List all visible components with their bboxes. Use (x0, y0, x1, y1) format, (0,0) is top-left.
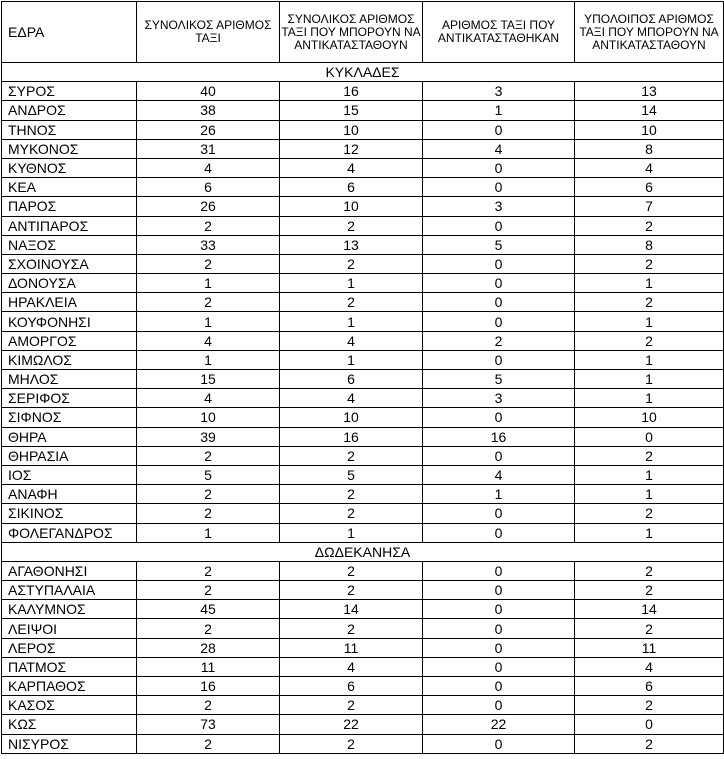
cell-replaced: 1 (423, 101, 575, 120)
cell-replaceable: 4 (280, 389, 423, 408)
cell-remaining: 1 (575, 485, 724, 504)
cell-replaceable: 2 (280, 216, 423, 235)
section-title: ΔΩΔΕΚΑΝΗΣΑ (2, 542, 724, 561)
cell-replaced: 3 (423, 82, 575, 101)
cell-remaining: 2 (575, 734, 724, 753)
cell-seat: ΑΜΟΡΓΟΣ (2, 331, 137, 350)
cell-seat: ΚΑΛΥΜΝΟΣ (2, 600, 137, 619)
cell-seat: ΔΟΝΟΥΣΑ (2, 274, 137, 293)
header-replaceable-taxis: ΣΥΝΟΛΙΚΟΣ ΑΡΙΘΜΟΣ ΤΑΞΙ ΠΟΥ ΜΠΟΡΟΥΝ ΝΑ ΑΝΤΙΚΑΤΑΣΤΑΘΟΥΝ (280, 2, 423, 63)
table-row (2, 657, 724, 676)
cell-replaceable: 10 (280, 408, 423, 427)
cell-replaceable: 1 (280, 523, 423, 542)
cell-seat: ΚΕΑ (2, 178, 137, 197)
cell-seat: ΛΕΡΟΣ (2, 638, 137, 657)
cell-replaced: 0 (423, 504, 575, 523)
cell-replaced: 4 (423, 139, 575, 158)
cell-seat: ΑΓΑΘΟΝΗΣΙ (2, 561, 137, 580)
cell-remaining: 1 (575, 370, 724, 389)
cell-remaining: 1 (575, 523, 724, 542)
table-row (2, 235, 724, 254)
cell-replaceable: 2 (280, 446, 423, 465)
cell-replaced: 1 (423, 485, 575, 504)
cell-seat: ΣΕΡΙΦΟΣ (2, 389, 137, 408)
cell-remaining: 2 (575, 561, 724, 580)
cell-seat: ΑΝΑΦΗ (2, 485, 137, 504)
cell-total: 6 (137, 178, 280, 197)
cell-remaining: 2 (575, 216, 724, 235)
cell-replaceable: 2 (280, 504, 423, 523)
table-row (2, 408, 724, 427)
cell-replaced: 0 (423, 446, 575, 465)
cell-replaceable: 13 (280, 235, 423, 254)
table-row (2, 734, 724, 753)
cell-replaced: 3 (423, 197, 575, 216)
cell-replaced: 16 (423, 427, 575, 446)
cell-seat: ΠΑΤΜΟΣ (2, 657, 137, 676)
table-row (2, 600, 724, 619)
cell-replaced: 0 (423, 293, 575, 312)
cell-total: 28 (137, 638, 280, 657)
cell-replaceable: 6 (280, 677, 423, 696)
cell-replaceable: 22 (280, 715, 423, 734)
cell-total: 2 (137, 254, 280, 273)
cell-replaced: 0 (423, 158, 575, 177)
cell-replaced: 0 (423, 696, 575, 715)
cell-seat: ΚΑΡΠΑΘΟΣ (2, 677, 137, 696)
cell-seat: ΦΟΛΕΓΑΝΔΡΟΣ (2, 523, 137, 542)
cell-total: 1 (137, 523, 280, 542)
cell-total: 5 (137, 465, 280, 484)
cell-replaced: 0 (423, 120, 575, 139)
cell-total: 15 (137, 370, 280, 389)
cell-replaced: 0 (423, 657, 575, 676)
cell-replaceable: 16 (280, 82, 423, 101)
table-row (2, 696, 724, 715)
table-row (2, 638, 724, 657)
cell-seat: ΚΑΣΟΣ (2, 696, 137, 715)
cell-remaining: 2 (575, 696, 724, 715)
cell-total: 2 (137, 504, 280, 523)
cell-seat: ΚΥΘΝΟΣ (2, 158, 137, 177)
cell-seat: ΣΙΦΝΟΣ (2, 408, 137, 427)
cell-replaceable: 12 (280, 139, 423, 158)
cell-total: 4 (137, 389, 280, 408)
cell-remaining: 10 (575, 408, 724, 427)
cell-remaining: 2 (575, 446, 724, 465)
cell-total: 4 (137, 158, 280, 177)
cell-replaced: 22 (423, 715, 575, 734)
cell-replaced: 5 (423, 235, 575, 254)
cell-replaceable: 2 (280, 293, 423, 312)
cell-seat: ΝΑΞΟΣ (2, 235, 137, 254)
cell-remaining: 1 (575, 389, 724, 408)
cell-total: 2 (137, 581, 280, 600)
table-row (2, 216, 724, 235)
table-row (2, 446, 724, 465)
section-row (2, 63, 724, 82)
cell-remaining: 2 (575, 581, 724, 600)
cell-remaining: 6 (575, 677, 724, 696)
cell-remaining: 2 (575, 619, 724, 638)
cell-total: 10 (137, 408, 280, 427)
cell-replaceable: 2 (280, 581, 423, 600)
table-row (2, 561, 724, 580)
table-row (2, 101, 724, 120)
cell-remaining: 1 (575, 465, 724, 484)
cell-seat: ΣΧΟΙΝΟΥΣΑ (2, 254, 137, 273)
table-row (2, 158, 724, 177)
cell-remaining: 8 (575, 139, 724, 158)
cell-remaining: 2 (575, 504, 724, 523)
cell-replaced: 0 (423, 178, 575, 197)
cell-remaining: 2 (575, 293, 724, 312)
cell-replaced: 0 (423, 254, 575, 273)
cell-seat: ΜΥΚΟΝΟΣ (2, 139, 137, 158)
taxi-replacement-table (1, 1, 724, 754)
cell-replaceable: 2 (280, 696, 423, 715)
table-row (2, 677, 724, 696)
cell-seat: ΜΗΛΟΣ (2, 370, 137, 389)
table-row (2, 312, 724, 331)
table-row (2, 465, 724, 484)
cell-replaced: 0 (423, 734, 575, 753)
table-row (2, 427, 724, 446)
cell-remaining: 1 (575, 350, 724, 369)
cell-total: 2 (137, 734, 280, 753)
section-row (2, 542, 724, 561)
cell-replaceable: 4 (280, 657, 423, 676)
cell-remaining: 2 (575, 254, 724, 273)
cell-remaining: 1 (575, 274, 724, 293)
cell-replaced: 0 (423, 274, 575, 293)
cell-replaced: 0 (423, 408, 575, 427)
table-row (2, 523, 724, 542)
cell-seat: ΠΑΡΟΣ (2, 197, 137, 216)
table-row (2, 715, 724, 734)
cell-remaining: 13 (575, 82, 724, 101)
cell-total: 31 (137, 139, 280, 158)
cell-replaceable: 2 (280, 619, 423, 638)
table-row (2, 485, 724, 504)
cell-total: 1 (137, 350, 280, 369)
cell-replaceable: 2 (280, 734, 423, 753)
cell-total: 11 (137, 657, 280, 676)
cell-replaced: 5 (423, 370, 575, 389)
cell-seat: ΗΡΑΚΛΕΙΑ (2, 293, 137, 312)
cell-seat: ΝΙΣΥΡΟΣ (2, 734, 137, 753)
cell-replaced: 0 (423, 638, 575, 657)
cell-total: 2 (137, 293, 280, 312)
cell-seat: ΘΗΡΑ (2, 427, 137, 446)
table-row (2, 370, 724, 389)
cell-replaced: 0 (423, 523, 575, 542)
cell-total: 1 (137, 274, 280, 293)
cell-replaceable: 1 (280, 274, 423, 293)
cell-replaceable: 10 (280, 120, 423, 139)
table-row (2, 120, 724, 139)
table-row (2, 178, 724, 197)
cell-total: 26 (137, 197, 280, 216)
table-row (2, 197, 724, 216)
table-row (2, 274, 724, 293)
cell-replaced: 2 (423, 331, 575, 350)
table-row (2, 139, 724, 158)
cell-total: 38 (137, 101, 280, 120)
cell-remaining: 14 (575, 600, 724, 619)
table-row (2, 82, 724, 101)
cell-replaceable: 4 (280, 331, 423, 350)
cell-total: 26 (137, 120, 280, 139)
table-row (2, 504, 724, 523)
cell-seat: ΣΥΡΟΣ (2, 82, 137, 101)
table-row (2, 350, 724, 369)
cell-replaceable: 11 (280, 638, 423, 657)
cell-total: 2 (137, 619, 280, 638)
table-row (2, 581, 724, 600)
cell-replaced: 0 (423, 677, 575, 696)
cell-remaining: 0 (575, 427, 724, 446)
cell-remaining: 7 (575, 197, 724, 216)
cell-total: 73 (137, 715, 280, 734)
cell-seat: ΛΕΙΨΟΙ (2, 619, 137, 638)
cell-replaceable: 1 (280, 312, 423, 331)
cell-remaining: 11 (575, 638, 724, 657)
table-body (2, 63, 724, 754)
cell-replaceable: 6 (280, 178, 423, 197)
cell-total: 33 (137, 235, 280, 254)
cell-total: 16 (137, 677, 280, 696)
cell-replaceable: 5 (280, 465, 423, 484)
cell-remaining: 0 (575, 715, 724, 734)
cell-replaced: 3 (423, 389, 575, 408)
cell-remaining: 8 (575, 235, 724, 254)
cell-replaceable: 2 (280, 485, 423, 504)
cell-seat: ΤΗΝΟΣ (2, 120, 137, 139)
cell-remaining: 14 (575, 101, 724, 120)
cell-total: 2 (137, 216, 280, 235)
cell-replaced: 0 (423, 312, 575, 331)
cell-seat: ΘΗΡΑΣΙΑ (2, 446, 137, 465)
cell-replaceable: 10 (280, 197, 423, 216)
cell-seat: ΚΩΣ (2, 715, 137, 734)
cell-replaced: 0 (423, 561, 575, 580)
cell-remaining: 10 (575, 120, 724, 139)
header-seat: ΕΔΡΑ (2, 2, 137, 63)
cell-replaceable: 16 (280, 427, 423, 446)
cell-replaced: 0 (423, 600, 575, 619)
table-row (2, 619, 724, 638)
cell-remaining: 4 (575, 158, 724, 177)
cell-total: 1 (137, 312, 280, 331)
cell-total: 2 (137, 696, 280, 715)
table-row (2, 254, 724, 273)
cell-total: 2 (137, 485, 280, 504)
cell-replaceable: 2 (280, 561, 423, 580)
cell-replaced: 4 (423, 465, 575, 484)
table-header (2, 2, 724, 63)
cell-seat: ΚΟΥΦΟΝΗΣΙ (2, 312, 137, 331)
cell-seat: ΑΝΔΡΟΣ (2, 101, 137, 120)
cell-replaced: 0 (423, 216, 575, 235)
cell-total: 45 (137, 600, 280, 619)
cell-replaceable: 6 (280, 370, 423, 389)
cell-remaining: 1 (575, 312, 724, 331)
cell-seat: ΙΟΣ (2, 465, 137, 484)
cell-replaceable: 2 (280, 254, 423, 273)
cell-remaining: 2 (575, 331, 724, 350)
cell-total: 4 (137, 331, 280, 350)
cell-replaceable: 14 (280, 600, 423, 619)
cell-replaced: 0 (423, 581, 575, 600)
cell-seat: ΑΣΤΥΠΑΛΑΙΑ (2, 581, 137, 600)
cell-seat: ΣΙΚΙΝΟΣ (2, 504, 137, 523)
header-replaced-taxis: ΑΡΙΘΜΟΣ ΤΑΞΙ ΠΟΥ ΑΝΤΙΚΑΤΑΣΤΑΘΗΚΑΝ (423, 2, 575, 63)
table-row (2, 293, 724, 312)
cell-total: 39 (137, 427, 280, 446)
cell-total: 2 (137, 561, 280, 580)
cell-remaining: 6 (575, 178, 724, 197)
header-remaining-taxis: ΥΠΟΛΟΙΠΟΣ ΑΡΙΘΜΟΣ ΤΑΞΙ ΠΟΥ ΜΠΟΡΟΥΝ ΝΑ ΑΝΤΙΚΑΤΑΣΤΑΘΟΥΝ (575, 2, 724, 63)
cell-replaced: 0 (423, 619, 575, 638)
cell-total: 2 (137, 446, 280, 465)
cell-replaceable: 1 (280, 350, 423, 369)
table-row (2, 331, 724, 350)
cell-seat: ΚΙΜΩΛΟΣ (2, 350, 137, 369)
cell-total: 40 (137, 82, 280, 101)
section-title: ΚΥΚΛΑΔΕΣ (2, 63, 724, 82)
header-total-taxis: ΣΥΝΟΛΙΚΟΣ ΑΡΙΘΜΟΣ ΤΑΞΙ (137, 2, 280, 63)
cell-replaced: 0 (423, 350, 575, 369)
cell-replaceable: 4 (280, 158, 423, 177)
cell-seat: ΑΝΤΙΠΑΡΟΣ (2, 216, 137, 235)
cell-remaining: 4 (575, 657, 724, 676)
header-row (2, 2, 724, 63)
table-row (2, 389, 724, 408)
cell-replaceable: 15 (280, 101, 423, 120)
